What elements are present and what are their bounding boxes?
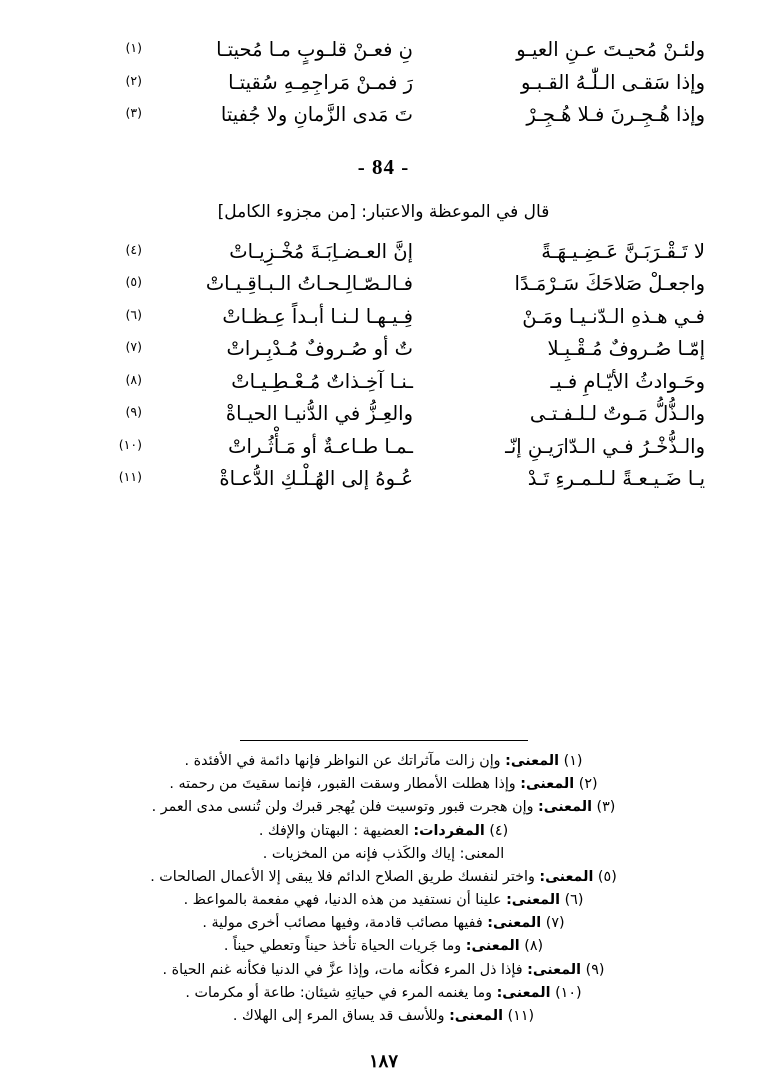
verse-line	[62, 469, 705, 489]
hemistich-second: تٌ أو صُـروفٌ مُـدْبِـراتْ	[226, 337, 413, 360]
hemistich-first: وحَـوادثُ الأيّـامِ فـيـ	[550, 369, 705, 393]
footnote-lead: المعنى:	[465, 938, 520, 955]
footnote-marker: (١١)	[118, 469, 142, 484]
hemistich-second: ـمـا طـاعـةٌ أو مَـأْثُـراتْ	[228, 434, 413, 458]
hemistich-first: والـذُّلُّ مَـوتٌ لـلـفـتـى	[529, 402, 705, 425]
footnote-text: وإن زالت مآثراتك عن النواظر فإنها دائمة في الأفئدة .	[184, 753, 501, 770]
footnote-lead: المعنى:	[539, 868, 594, 885]
verse-line	[62, 404, 705, 424]
footnote-text: واختر لنفسك طريق الصلاح الدائم فلا يبقى إلا الأعمال الصالحات .	[150, 868, 535, 885]
footnote-text: وما يغنمه المرء في حياتِهِ شيئان: طاعة أو مكرمات .	[185, 984, 493, 1001]
main-verse-block	[62, 239, 705, 490]
section-number: - 84 -	[357, 154, 410, 179]
hemistich-first: والـذُّخْـرُ فـي الـدّارَيـنِ إنّـ	[505, 434, 705, 458]
footnote-marker: (٢)	[125, 72, 142, 88]
verse-line	[62, 369, 705, 393]
footnote-text: العضيهة : البهتان والإفك .	[258, 822, 409, 839]
footnote-marker: (٨)	[125, 371, 142, 387]
footnote-lead: المعنى:	[505, 753, 560, 770]
footnote-id: (٩)	[585, 961, 605, 978]
footnote-item	[62, 773, 705, 796]
footnote-lead: المعنى:	[527, 961, 582, 978]
footnote-marker: (٩)	[125, 404, 142, 419]
footnote-marker: (٤)	[125, 241, 142, 257]
page-number: ١٨٧	[368, 1051, 398, 1071]
footnote-item	[62, 750, 705, 773]
footnote-marker: (٧)	[125, 339, 142, 354]
footnote-divider	[240, 740, 528, 741]
footnote-id: (٧)	[545, 915, 565, 932]
footnote-item	[62, 820, 705, 843]
footnote-text: فإذا ذل المرء فكأنه مات، وإذا عزَّ في الدنيا فكأنه غنم الحياة .	[162, 961, 523, 978]
footnote-lead: المفردات:	[413, 822, 485, 839]
verse-line	[62, 105, 705, 125]
footnotes-section	[62, 740, 705, 1028]
hemistich-first: إمّـا صُـروفٌ مُـقْـبِـلا	[547, 337, 705, 360]
footnote-marker: (٦)	[125, 306, 142, 322]
footnote-item	[62, 982, 705, 1005]
footnote-text: وإذا هطلت الأمطار وسقت القبور، فإنما سقيتَ من رحمته .	[169, 776, 516, 793]
hemistich-second: نِ فعـنْ قلـوبٍ مـا مُحيتـا	[216, 38, 413, 61]
hemistich-second: عُـوهُ إلى الهُـلْـكِ الدُّعـاةْ	[219, 467, 413, 490]
footnote-text: ففيها مصائب قادمة، وفيها مصائب أخرى مولية .	[202, 915, 483, 932]
footnote-id: (٦)	[564, 892, 584, 909]
footnote-item	[62, 866, 705, 889]
hemistich-second: إنَّ العـضـاِبَـةَ مُخْـزِيـاتْ	[229, 239, 413, 263]
footnote-id: (٨)	[524, 938, 544, 955]
footnote-item	[62, 912, 705, 935]
footnote-item	[62, 1005, 705, 1028]
verse-line	[62, 40, 705, 60]
footnote-id: (٣)	[596, 799, 616, 816]
hemistich-first: وإذا هُـجِـرنَ فـلا هُـجِـرْ	[526, 103, 705, 126]
footnote-id: (١)	[563, 753, 583, 770]
footnote-lead: المعنى:	[487, 915, 542, 932]
footnote-lead: المعنى:	[496, 984, 551, 1001]
footnote-marker: (٥)	[125, 274, 142, 289]
hemistich-first: وإذا سَقـى الـلّٰـهُ القـبـو	[520, 70, 705, 94]
footnote-lead: المعنى:	[459, 845, 505, 862]
footnote-text: وللأسف قد يساق المرء إلى الهلاك .	[232, 1007, 445, 1024]
footnote-text: إياك والكَذب فإنه من المخزيات .	[262, 845, 456, 862]
footnote-marker: (١٠)	[118, 436, 142, 452]
verse-line	[62, 239, 705, 263]
hemistich-first: لا تَـقْـرَبَـنَّ عَـضِـيـهَـةً	[541, 239, 705, 263]
hemistich-second: ـنـا آخِـذاتٌ مُـعْـطِـيـاتْ	[231, 369, 413, 393]
section-intro: قال في الموعظة والاعتبار: [من مجزوء الكامل]	[217, 201, 550, 222]
footnote-text: وما جَريات الحياة تأخذ حيناً وتعطي حيناً .	[223, 938, 462, 955]
footnote-marker: (٣)	[125, 105, 142, 120]
hemistich-second: فـالـصّـالِـحـاتُ الـبـاقِـيـاتْ	[205, 272, 413, 295]
verse-line	[62, 70, 705, 94]
verse-line	[62, 434, 705, 458]
verse-line	[62, 304, 705, 328]
hemistich-second: والعِـزُّ في الدُّنيـا الحيـاةْ	[225, 402, 413, 425]
verse-line	[62, 339, 705, 359]
footnote-lead: المعنى:	[449, 1007, 504, 1024]
footnote-item	[62, 843, 705, 866]
footnote-item	[62, 889, 705, 912]
footnote-id: (١٠)	[555, 984, 582, 1001]
hemistich-first: فـي هـذهِ الـدّنـيـا ومَـنْ	[522, 304, 705, 328]
hemistich-second: فِـيـهـا لـنـا أبـداً عِـظـاتْ	[222, 304, 413, 328]
footnote-text: وإن هجرت قبور وتوسيت فلن يُهجر قبرك ولن تُنسى مدى العمر .	[151, 799, 534, 816]
hemistich-first: يـا ضَـيـعـةً لـلـمـرءِ تَـدْ	[527, 467, 705, 490]
footnote-id: (٤)	[489, 822, 509, 839]
footnote-id: (٥)	[597, 868, 617, 885]
footnote-item	[62, 935, 705, 958]
hemistich-first: ولئـنْ مُحيـتَ عـنِ العيـو	[516, 38, 705, 61]
hemistich-second: تَ مَدى الزَّمانِ ولا جُفيتا	[220, 103, 413, 126]
footnote-lead: المعنى:	[506, 892, 561, 909]
footnote-text: علينا أن نستفيد من هذه الدنيا، فهي مفعمة بالمواعظ .	[183, 892, 502, 909]
top-verse-block	[62, 40, 705, 125]
footnote-marker: (١)	[125, 40, 142, 55]
hemistich-first: واجعـلْ صَلاحَكَ سَـرْمَـدًا	[514, 272, 705, 295]
footnote-lead: المعنى:	[520, 776, 575, 793]
hemistich-second: رَ فمـنْ مَراجِمِـهِ سُقيتـا	[228, 70, 413, 94]
footnote-item	[62, 796, 705, 819]
footnote-lead: المعنى:	[538, 799, 592, 816]
footnote-id: (٢)	[578, 776, 598, 793]
footnote-id: (١١)	[507, 1007, 535, 1024]
verse-line	[62, 274, 705, 294]
footnote-item	[62, 959, 705, 982]
